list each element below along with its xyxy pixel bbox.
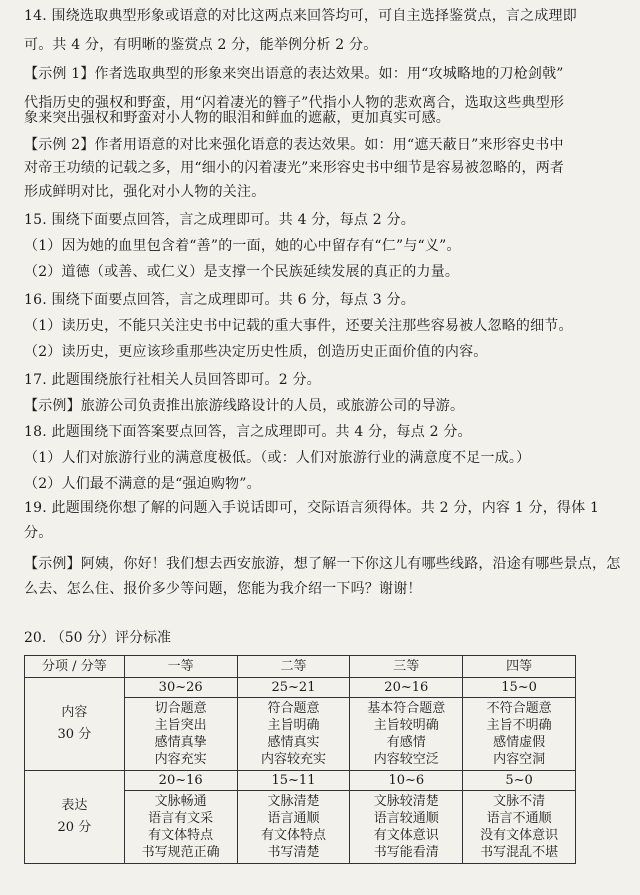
expression-row-label	[25, 771, 125, 864]
text-line: （2）人们最不满意的是“强迫购物”。	[24, 476, 261, 492]
criterion: 书写能看清	[373, 845, 439, 860]
text-line: （1）读历史，不能只关注史书中记载的重大事件，还要关注那些容易被人忽略的细节。	[24, 318, 573, 334]
content-range-row	[25, 678, 576, 698]
criterion: 文脉畅通	[154, 794, 207, 809]
criterion: 主旨明确	[267, 718, 320, 733]
grading-table	[24, 655, 576, 864]
text-line: （1）人们对旅游行业的满意度极低。（或：人们对旅游行业的满意度不足一成。）	[24, 450, 531, 466]
q19-instruction: 19. 此题围绕你想了解的问题入手说话即可，交际语言须得体。共 2 分，内容 1 分，得体 1 分。	[24, 500, 600, 541]
q19-example: 【示例】阿姨，你好！我们想去西安旅游，想了解一下你这儿有哪些线路，沿途有哪些景点，怎么去、怎么住、报价多少等问题，您能为我介绍一下吗？谢谢！	[24, 556, 621, 597]
score-range-cell: 25~21	[237, 678, 350, 698]
criteria-cell	[124, 698, 237, 771]
criterion: 文脉清楚	[267, 794, 320, 809]
text-line: 15. 围绕下面要点回答，言之成理即可。共 4 分，每点 2 分。	[24, 212, 415, 228]
criterion: 基本符合题意	[367, 701, 446, 716]
criteria-cell	[463, 791, 576, 864]
criterion: 有感情	[386, 735, 426, 750]
criterion: 书写清楚	[267, 845, 320, 860]
criterion: 语言有文采	[148, 811, 214, 826]
text-line: 形成鲜明对比，强化对小人物的关注。	[24, 184, 266, 200]
text-line: 【示例 1】作者选取典型的形象来突出语意的表达效果。如：用“攻城略地的刀枪剑戟”	[24, 66, 564, 82]
table-header-cell: 二等	[237, 656, 350, 678]
expression-range-row	[25, 771, 576, 791]
criterion: 主旨较明确	[373, 718, 439, 733]
criterion: 主旨不明确	[486, 718, 552, 733]
text-line: 16. 围绕下面要点回答，言之成理即可。共 6 分，每点 3 分。	[24, 292, 415, 308]
criterion: 有文体特点	[148, 828, 214, 843]
text-line: （1）因为她的血里包含着“善”的一面，她的心中留存有“仁”与“义”。	[24, 238, 461, 254]
expression-label: 表达	[61, 798, 88, 813]
criteria-cell	[237, 698, 350, 771]
table-header-row	[25, 656, 576, 678]
criterion: 感情真实	[267, 735, 320, 750]
criterion: 没有文体意识	[480, 828, 559, 843]
table-header-cell: 一等	[124, 656, 237, 678]
text-line: 【示例 2】作者用语意的对比来强化语意的表达效果。如：用“遮天蔽日”来形容史书中	[24, 137, 564, 153]
criterion: 文脉较清楚	[373, 794, 439, 809]
expression-points: 20 分	[57, 820, 92, 835]
table-header-cell: 四等	[463, 656, 576, 678]
score-range-cell: 10~6	[350, 771, 463, 791]
text-line: 可。共 4 分，有明晰的鉴赏点 2 分，能举例分析 2 分。	[24, 37, 378, 53]
criterion: 感情虚假	[493, 735, 546, 750]
criterion: 感情真挚	[154, 735, 207, 750]
text-line: 代指历史的强权和野蛮，用“闪着凄光的簪子”代指小人物的悲欢离合，选取这些典型形	[24, 95, 565, 111]
score-range-cell: 20~16	[124, 771, 237, 791]
criterion: 主旨突出	[154, 718, 207, 733]
criteria-cell	[350, 791, 463, 864]
criterion: 有文体意识	[373, 828, 439, 843]
criterion: 不符合题意	[486, 701, 552, 716]
criterion: 语言通顺	[267, 811, 320, 826]
criterion: 内容较空泛	[373, 752, 439, 767]
criterion: 切合题意	[154, 701, 207, 716]
criterion: 内容较充实	[260, 752, 326, 767]
text-line: 18. 此题围绕下面答案要点回答，言之成理即可。共 4 分，每点 2 分。	[24, 424, 472, 440]
criterion: 内容空洞	[493, 752, 546, 767]
text-line: 对帝王功绩的记载之多，用“细小的闪着凄光”来形容史书中细节是容易被忽略的，两者	[24, 160, 565, 176]
content-row-label	[25, 678, 125, 771]
score-range-cell: 5~0	[463, 771, 576, 791]
criteria-cell	[350, 698, 463, 771]
table-header-cell: 分项 / 分等	[25, 656, 125, 678]
q20-title: 20. （50 分）评分标准	[24, 630, 171, 646]
content-label: 内容	[61, 705, 88, 720]
score-range-cell: 30~26	[124, 678, 237, 698]
score-range-cell: 15~0	[463, 678, 576, 698]
table-header-cell: 三等	[350, 656, 463, 678]
content-points: 30 分	[57, 727, 92, 742]
text-line: （2）道德（或善、或仁义）是支撑一个民族延续发展的真正的力量。	[24, 264, 460, 280]
score-range-cell: 15~11	[237, 771, 350, 791]
criterion: 有文体特点	[260, 828, 326, 843]
criterion: 语言较通顺	[373, 811, 439, 826]
text-line: 17. 此题围绕旅行社相关人员回答即可。2 分。	[24, 372, 321, 388]
text-line: （2）读历史，更应该珍重那些决定历史性质，创造历史正面价值的内容。	[24, 344, 488, 360]
criterion: 文脉不清	[493, 794, 546, 809]
criterion: 语言不通顺	[486, 811, 552, 826]
criterion: 内容充实	[154, 752, 207, 767]
score-range-cell: 20~16	[350, 678, 463, 698]
criterion: 书写规范正确	[141, 845, 220, 860]
criterion: 书写混乱不堪	[480, 845, 559, 860]
text-line: 象来突出强权和野蛮对小人物的眼泪和鲜血的遮蔽，更加真实可感。	[24, 110, 450, 126]
criteria-cell	[463, 698, 576, 771]
criteria-cell	[237, 791, 350, 864]
text-line: 14. 围绕选取典型形象或语意的对比这两点来回答均可，可自主选择鉴赏点，言之成理即	[24, 8, 577, 24]
criteria-cell	[124, 791, 237, 864]
criterion: 符合题意	[267, 701, 320, 716]
text-line: 【示例】旅游公司负责推出旅游线路设计的人员，或旅游公司的导游。	[24, 398, 465, 414]
